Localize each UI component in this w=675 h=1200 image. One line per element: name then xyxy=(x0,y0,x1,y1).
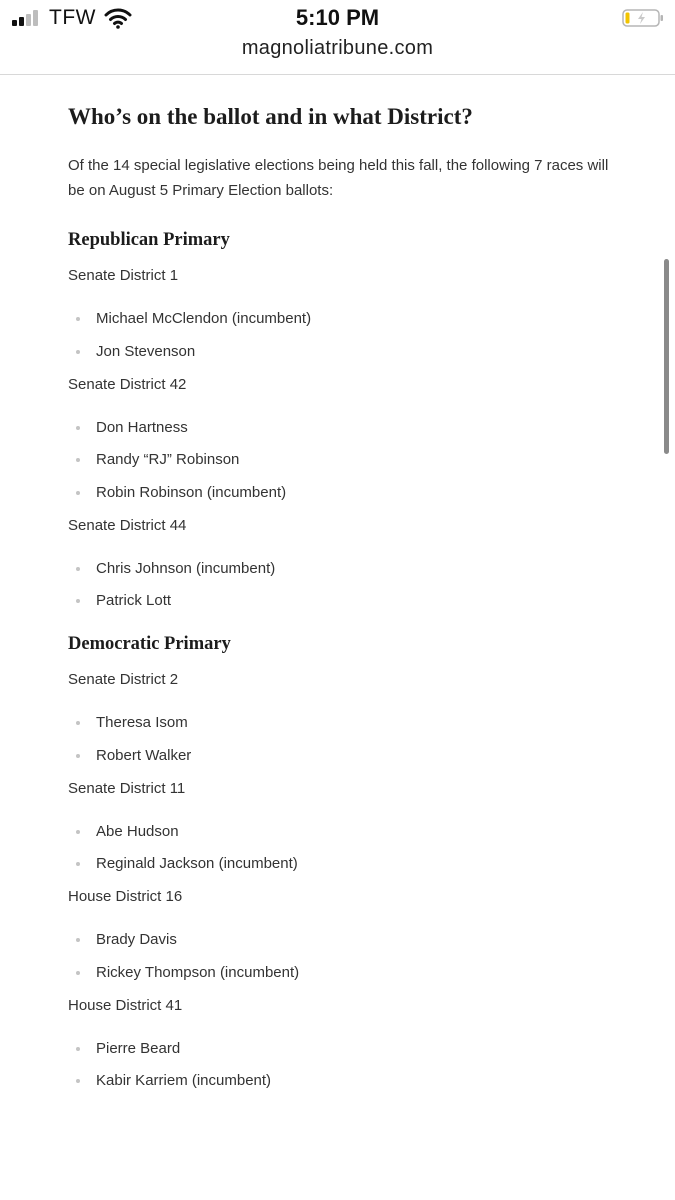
district-label: Senate District 2 xyxy=(68,671,179,688)
candidate-list xyxy=(68,557,628,614)
candidate-item: Abe Hudson xyxy=(68,820,628,844)
clock: 5:10 PM xyxy=(295,5,380,30)
district-label: House District 41 xyxy=(68,996,183,1014)
article-body xyxy=(68,100,628,1102)
district-label: Senate District 42 xyxy=(68,375,187,393)
candidate-list xyxy=(68,307,628,364)
candidate-item: Don Hartness xyxy=(68,416,628,440)
candidate-item: Kabir Karriem (incumbent) xyxy=(68,1069,628,1093)
candidate-item: Robert Walker xyxy=(68,744,628,768)
candidate-item: Pierre Beard xyxy=(68,1037,628,1061)
carrier-name: TFW xyxy=(49,6,96,29)
candidate-list xyxy=(68,820,628,877)
scrollbar-thumb[interactable] xyxy=(664,259,669,454)
article-heading: Who’s on the ballot and in what District? xyxy=(68,104,473,129)
article-intro: Of the 14 special legislative elections being held this fall, the following 7 races will be on August 5 Primary Election ballots: xyxy=(68,157,609,199)
candidate-item: Rickey Thompson (incumbent) xyxy=(68,961,628,985)
district-label: Senate District 44 xyxy=(68,516,187,534)
candidate-item: Patrick Lott xyxy=(68,589,628,613)
candidate-item: Chris Johnson (incumbent) xyxy=(68,557,628,581)
candidate-list xyxy=(68,928,628,985)
section-title: Democratic Primary xyxy=(68,634,231,654)
district-label: Senate District 11 xyxy=(68,779,186,797)
address-bar[interactable] xyxy=(0,36,675,75)
section-title: Republican Primary xyxy=(68,230,230,250)
candidate-list xyxy=(68,711,628,768)
section-republican-primary xyxy=(68,225,628,613)
candidate-list xyxy=(68,1037,628,1094)
candidate-item: Jon Stevenson xyxy=(68,340,628,364)
battery-charging-icon xyxy=(622,9,664,27)
candidate-item: Brady Davis xyxy=(68,928,628,952)
candidate-item: Michael McClendon (incumbent) xyxy=(68,307,628,331)
district-label: House District 16 xyxy=(68,888,183,905)
district-label: Senate District 1 xyxy=(68,267,179,284)
status-bar xyxy=(0,0,675,36)
candidate-list xyxy=(68,416,628,505)
url-text[interactable]: magnoliatribune.com xyxy=(241,37,434,59)
section-democratic-primary xyxy=(68,629,628,1093)
candidate-item: Robin Robinson (incumbent) xyxy=(68,481,628,505)
candidate-item: Reginald Jackson (incumbent) xyxy=(68,852,628,876)
candidate-item: Randy “RJ” Robinson xyxy=(68,448,628,472)
candidate-item: Theresa Isom xyxy=(68,711,628,735)
